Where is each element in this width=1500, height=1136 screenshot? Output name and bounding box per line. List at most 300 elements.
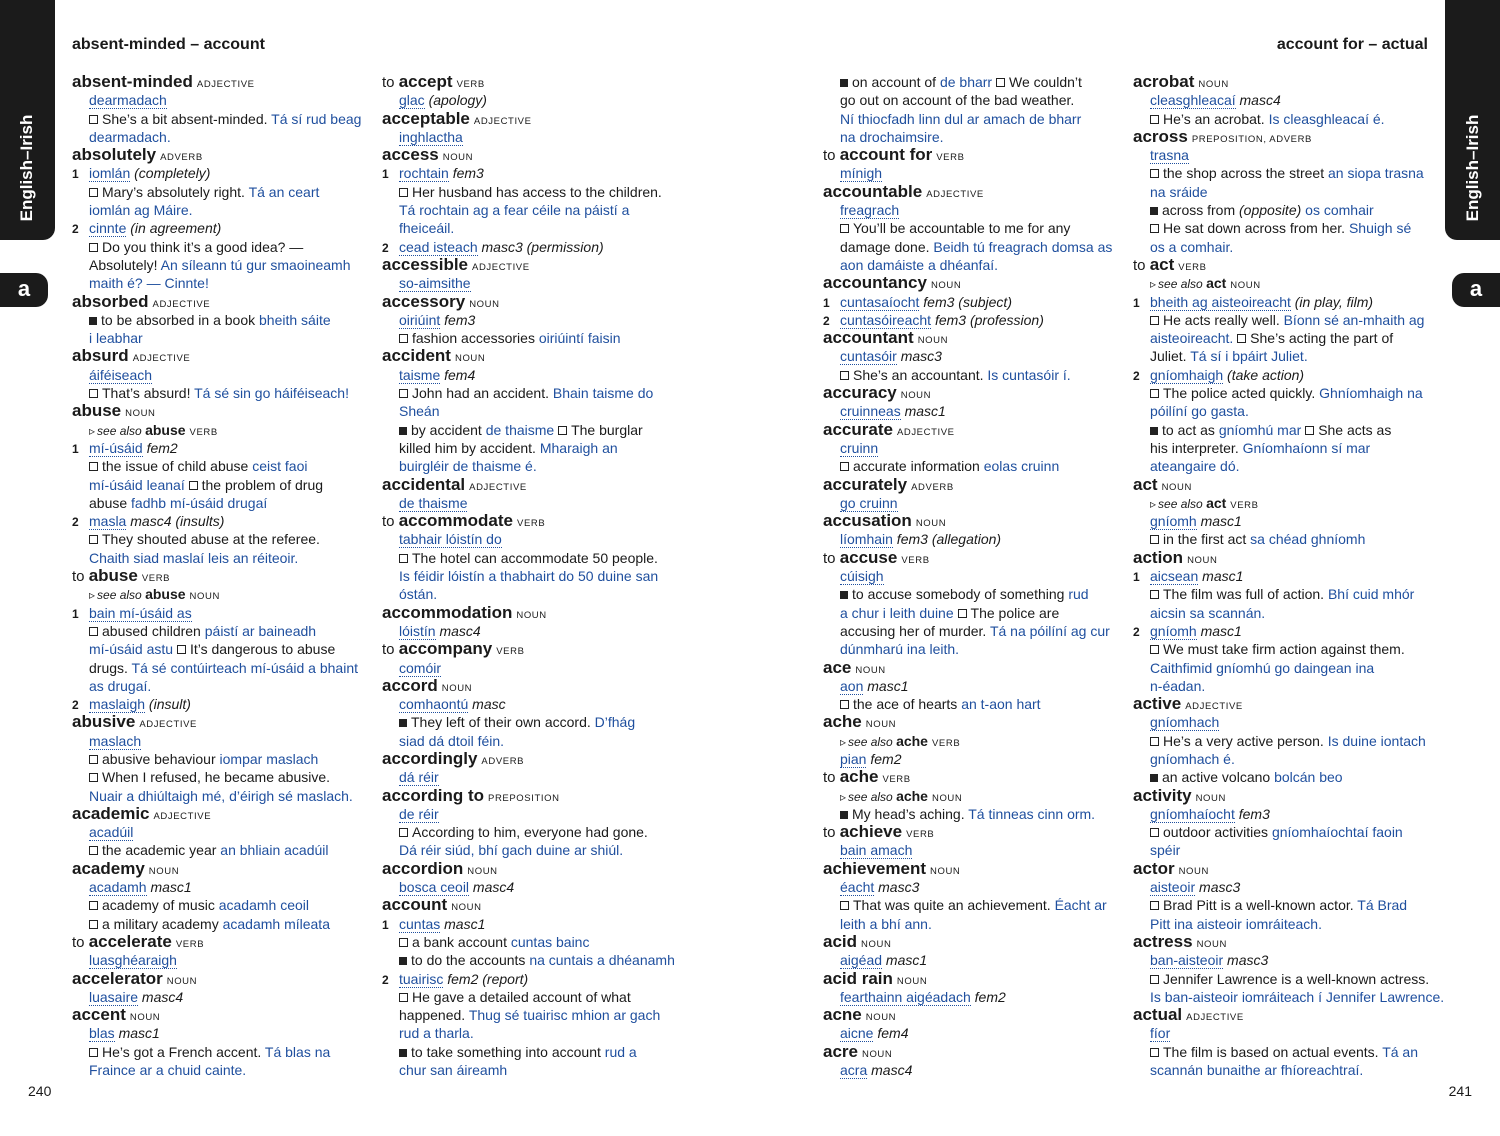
dictionary-line [1133, 201, 1433, 219]
sense-number: 1 [72, 441, 79, 456]
dictionary-line [72, 951, 372, 969]
part-of-speech: VERB [189, 426, 218, 438]
headword: according to [382, 785, 485, 805]
example-text: in the first act [1150, 531, 1250, 547]
translation: tabhair lóistín do [399, 531, 502, 548]
see-also: ▹ see also [89, 588, 145, 602]
dictionary-line [1133, 530, 1433, 548]
dictionary-line [72, 512, 372, 530]
phrase: by accident [399, 422, 486, 438]
part-of-speech: NOUN [861, 1048, 893, 1060]
example-text: John had an accident. [399, 385, 553, 401]
irish-text: iompar maslach [219, 750, 319, 767]
dictionary-line [1133, 110, 1433, 128]
irish-text: Mharaigh an [539, 439, 618, 456]
part-of-speech: PREPOSITION, ADVERB [1191, 133, 1312, 145]
part-of-speech: NOUN [1178, 865, 1209, 877]
dictionary-line [823, 878, 1123, 896]
dictionary-line [382, 384, 682, 402]
dictionary-line [1133, 768, 1433, 786]
part-of-speech: ADJECTIVE [469, 481, 527, 493]
translation: bosca ceoil [399, 879, 470, 896]
example-text: Mary’s absolutely right. [89, 184, 249, 200]
translation: glac [399, 92, 425, 109]
translation: tuairisc [399, 970, 444, 987]
dictionary-line [72, 238, 372, 256]
dictionary-line [1133, 494, 1433, 512]
irish-text: Is féidir lóistín a thabhairt do 50 duine san [399, 568, 659, 585]
example-text: It’s dangerous to abuse [177, 641, 335, 657]
part-of-speech: VERB [931, 737, 961, 749]
translation: bain mí-úsáid as [89, 604, 192, 621]
dictionary-line [72, 787, 372, 805]
dictionary-line [1133, 567, 1433, 585]
dictionary-line [1133, 841, 1433, 859]
dictionary-line [72, 91, 372, 109]
part-of-speech: NOUN [166, 975, 198, 987]
translation: blas [89, 1025, 115, 1042]
dictionary-entry-head [823, 146, 1123, 164]
translation: gníomhaigh [1150, 366, 1224, 383]
translation: cuntas [399, 915, 441, 932]
dictionary-line [72, 256, 372, 274]
part-of-speech: VERB [175, 938, 205, 950]
part-of-speech: NOUN [1187, 554, 1218, 566]
sense-number: 2 [72, 698, 79, 713]
sense-number: 2 [1133, 368, 1140, 383]
irish-text: Gníomhaíonn sí mar [1242, 439, 1371, 456]
example-text: That was quite an achievement. [840, 897, 1055, 913]
sense-number: 2 [382, 240, 389, 255]
example-text: Brad Pitt is a well-known actor. [1150, 897, 1357, 913]
to-prefix: to [72, 568, 89, 586]
dictionary-line [72, 274, 372, 292]
part-of-speech: VERB [517, 518, 546, 530]
headword: abusive [72, 712, 136, 732]
part-of-speech: VERB [936, 152, 965, 164]
dictionary-line [1133, 91, 1433, 109]
phrase: to take something into account [399, 1044, 605, 1060]
dictionary-entry-head [1133, 787, 1433, 805]
translation: inghlactha [399, 128, 463, 145]
translation: cuntasóireacht [840, 311, 932, 328]
dictionary-line [72, 988, 372, 1006]
dictionary-line [823, 164, 1123, 182]
dictionary-line [1133, 988, 1445, 1006]
irish-text: Sheán [399, 403, 440, 420]
irish-text: aicsin sa scannán. [1150, 604, 1266, 621]
dictionary-entry-head [823, 860, 1123, 878]
headword: accurate [823, 419, 893, 439]
dictionary-line [382, 622, 682, 640]
irish-text: na sráide [1150, 183, 1208, 200]
to-prefix: to [823, 549, 840, 567]
irish-text: as drugaí. [89, 677, 152, 694]
headword: accountant [823, 328, 914, 348]
dictionary-line [1133, 402, 1433, 420]
grammar-note: masc1 [1198, 568, 1244, 585]
example-text: The hotel can accommodate 50 people. [399, 550, 658, 566]
example-text: killed him by accident. [399, 439, 540, 456]
headword: acid [823, 931, 858, 951]
irish-text: an t-aon hart [961, 696, 1041, 713]
page-number-left: 240 [28, 1083, 52, 1099]
dictionary-entry-head [72, 1006, 372, 1024]
example-text: He’s got a French accent. [89, 1044, 265, 1060]
translation: aigéad [840, 952, 883, 969]
irish-text: Thug sé tuairisc mhion ar gach [468, 1007, 661, 1024]
irish-text: Is cuntasóir í. [987, 366, 1071, 383]
translation: taisme [399, 366, 441, 383]
sense-number: 1 [823, 295, 830, 310]
grammar-note: (opposite) [1239, 202, 1306, 219]
dictionary-line [1133, 732, 1433, 750]
translation: comóir [399, 659, 442, 676]
headword: action [1133, 547, 1184, 567]
dictionary-line [382, 439, 682, 457]
dictionary-entry-head [382, 640, 682, 658]
dictionary-line [823, 695, 1123, 713]
part-of-speech: NOUN [915, 518, 947, 530]
irish-text: sa chéad ghníomh [1250, 531, 1366, 548]
example-text: damage done. [840, 238, 934, 255]
dictionary-line [823, 732, 1123, 750]
irish-text: maith é? — Cinnte! [89, 275, 209, 292]
headword: accident [382, 346, 451, 366]
dictionary-line [72, 128, 372, 146]
translation: acra [840, 1062, 868, 1079]
grammar-note: masc3 [1223, 952, 1269, 969]
phrase: an active volcano [1150, 769, 1274, 785]
example-text: The film was full of action. [1150, 586, 1328, 602]
translation: cúisigh [840, 568, 884, 585]
dictionary-line [823, 73, 1123, 91]
grammar-note: fem2 [142, 439, 178, 456]
translation: luasghéaraigh [89, 952, 177, 969]
headword: acrobat [1133, 72, 1195, 91]
dictionary-line [1133, 677, 1433, 695]
dictionary-entry-head [382, 347, 682, 365]
headword: accountancy [823, 273, 927, 293]
example-text: outdoor activities [1150, 824, 1272, 840]
dictionary-line [72, 1061, 372, 1079]
dictionary-line [72, 366, 372, 384]
dictionary-entry-head [72, 860, 372, 878]
irish-text: ateangaire dó. [1150, 458, 1240, 475]
irish-text: rud a [604, 1043, 637, 1060]
part-of-speech: ADJECTIVE [473, 115, 532, 127]
translation: gníomhach [1150, 714, 1220, 731]
dictionary-line [382, 311, 682, 329]
irish-text: rud [1068, 586, 1089, 603]
example-text: They shouted abuse at the referee. [89, 531, 320, 547]
irish-text: Bíonn sé an-mhaith ag [1283, 311, 1425, 328]
dictionary-line [1133, 293, 1433, 311]
grammar-note: masc [468, 696, 506, 713]
grammar-note: fem3 [1234, 805, 1270, 822]
irish-text: Is ban-aisteoir iomráiteach í Jennifer Lawrence. [1150, 988, 1445, 1005]
irish-text: acadamh ceoil [218, 897, 309, 914]
dictionary-entry-head [1133, 256, 1433, 274]
dictionary-line [72, 659, 372, 677]
part-of-speech: NOUN [451, 902, 482, 914]
irish-text: Nuair a dhiúltaigh mé, d’éirigh sé maslach. [89, 787, 353, 804]
headword: ace [823, 657, 852, 677]
headword: acid rain [823, 968, 893, 988]
dictionary-line [1133, 1024, 1433, 1042]
dictionary-line [72, 677, 372, 695]
headword: actual [1133, 1005, 1183, 1025]
dictionary-line [823, 896, 1123, 914]
sense-number: 2 [72, 515, 79, 530]
irish-text: eolas cruinn [983, 458, 1060, 475]
dictionary-line [72, 421, 372, 439]
dictionary-line [1133, 1061, 1433, 1079]
headword: accommodate [398, 511, 514, 531]
part-of-speech: ADJECTIVE [139, 719, 197, 731]
grammar-note: masc1 [1196, 622, 1242, 639]
irish-text: Shuigh sé [1348, 220, 1412, 237]
irish-text: D’fhág [594, 714, 636, 731]
dictionary-line [1133, 274, 1433, 292]
translation: de thaisme [399, 494, 468, 511]
translation: ban-aisteoir [1150, 952, 1224, 969]
part-of-speech: VERB [141, 573, 171, 585]
irish-text: póilíní go gasta. [1150, 403, 1249, 420]
dictionary-line [72, 915, 372, 933]
dictionary-line [823, 128, 1123, 146]
dictionary-line [1133, 585, 1433, 603]
headword: ache [839, 767, 879, 787]
headword: achievement [823, 858, 926, 878]
to-prefix: to [72, 933, 89, 951]
dictionary-entry-head [382, 293, 682, 311]
headword: active [1133, 694, 1182, 714]
see-also: ▹ see also [840, 735, 896, 749]
translation: cuntasóir [840, 348, 897, 365]
example-text: That’s absurd! [89, 385, 194, 401]
grammar-note: masc4 [867, 1062, 913, 1079]
dictionary-entry-head [72, 805, 372, 823]
irish-text: aisteoireacht. [1150, 330, 1238, 347]
headword: absent-minded [72, 72, 193, 91]
dictionary-entry-head [72, 293, 372, 311]
part-of-speech: NOUN [900, 390, 932, 402]
dictionary-entry-head [823, 549, 1123, 567]
dictionary-line [1133, 421, 1433, 439]
dictionary-line [823, 293, 1123, 311]
example-text: the shop across the street [1150, 165, 1328, 181]
dictionary-entry-head [382, 512, 682, 530]
part-of-speech: NOUN [855, 664, 886, 676]
dictionary-entry-head [72, 567, 372, 585]
dictionary-entry-head [823, 1043, 1123, 1061]
dictionary-entry-head [382, 750, 682, 768]
dictionary-line [382, 1043, 682, 1061]
grammar-note: masc3 [896, 348, 942, 365]
dictionary-line [1133, 366, 1433, 384]
irish-text: Chaith siad maslaí leis an réiteoir. [89, 549, 299, 566]
irish-text: siad dá dtoil féin. [399, 732, 505, 749]
dictionary-column-1 [72, 73, 372, 1079]
phrase: to accuse somebody of something [840, 586, 1068, 602]
grammar-note: masc1 [882, 952, 928, 969]
translation: gníomh [1150, 513, 1197, 530]
sense-number: 1 [72, 606, 79, 621]
irish-text: gníomhú mar [1218, 421, 1306, 438]
translation: éacht [840, 879, 875, 896]
grammar-note: (completely) [130, 165, 211, 182]
irish-text: dúnmharú ina leith. [840, 641, 960, 658]
dictionary-line [382, 567, 682, 585]
irish-text: buirgléir de thaisme é. [399, 458, 537, 475]
dictionary-line [1133, 622, 1433, 640]
irish-text: acadamh míleata [222, 915, 330, 932]
headword: acne [823, 1005, 862, 1025]
translation: cruinn [840, 439, 879, 456]
dictionary-line [823, 677, 1123, 695]
translation: iomlán [89, 165, 131, 182]
part-of-speech: NOUN [931, 792, 963, 804]
cross-reference: ache [896, 732, 928, 749]
translation: gníomhaíocht [1150, 805, 1235, 822]
irish-text: an siopa trasna [1327, 165, 1424, 182]
dictionary-column-2 [382, 73, 682, 1079]
dictionary-line [1133, 219, 1433, 237]
dictionary-line [823, 915, 1123, 933]
dictionary-line [823, 494, 1123, 512]
grammar-note: masc1 [440, 915, 486, 932]
dictionary-column-4 [1133, 72, 1445, 1079]
example-text: a military academy [89, 916, 223, 932]
dictionary-line [823, 951, 1123, 969]
example-text: He sat down across from her. [1150, 220, 1349, 236]
example-text: accurate information [840, 458, 984, 474]
example-text: She’s an accountant. [840, 367, 987, 383]
irish-text: aon damáiste a dhéanfaí. [840, 256, 999, 273]
dictionary-line [382, 988, 682, 1006]
translation: masla [89, 513, 127, 530]
grammar-note: masc1 [146, 879, 192, 896]
translation: dá réir [399, 769, 439, 786]
dictionary-entry-head [823, 476, 1123, 494]
irish-text: páistí ar baineadh [204, 622, 317, 639]
translation: de réir [399, 805, 439, 822]
sense-number: 2 [72, 222, 79, 237]
part-of-speech: PREPOSITION [488, 792, 560, 804]
dictionary-line [382, 659, 682, 677]
dictionary-line [382, 970, 682, 988]
irish-text: Tá an [1382, 1043, 1419, 1060]
dictionary-line [72, 110, 372, 128]
grammar-note: masc3 [874, 879, 920, 896]
headword: abuse [88, 566, 138, 586]
dictionary-line [382, 805, 682, 823]
grammar-note: (in agreement) [126, 220, 222, 237]
example-text: Do you think it’s a good idea? — [89, 239, 303, 255]
irish-text: de thaisme [485, 421, 559, 438]
part-of-speech: ADJECTIVE [1185, 701, 1243, 713]
dictionary-line [823, 622, 1123, 640]
dictionary-line [823, 256, 1123, 274]
irish-text: chur san áireamh [399, 1062, 508, 1079]
example-text: The film is based on actual events. [1150, 1044, 1382, 1060]
dictionary-line [1133, 439, 1433, 457]
headword: absolutely [72, 145, 157, 165]
dictionary-line [382, 329, 682, 347]
example-text: accusing her of murder. [840, 622, 990, 639]
part-of-speech: VERB [1230, 499, 1259, 511]
grammar-note: (insult) [145, 696, 191, 713]
grammar-note: fem3 (subject) [919, 293, 1012, 310]
letter-tab-left: a [0, 273, 48, 307]
example-text: Jennifer Lawrence is a well-known actress. [1150, 971, 1429, 987]
translation: bain amach [840, 842, 913, 859]
dictionary-line [72, 311, 372, 329]
translation: oiriúint [399, 311, 441, 328]
headword: achieve [839, 822, 903, 842]
dictionary-entry-head [72, 146, 372, 164]
example-text: fashion accessories [399, 330, 539, 346]
dictionary-line [823, 457, 1123, 475]
part-of-speech: NOUN [467, 865, 498, 877]
dictionary-line [823, 110, 1123, 128]
irish-text: Tá sí i bpáirt Juliet. [1190, 348, 1308, 365]
running-head-left: absent-minded – account [72, 36, 265, 53]
dictionary-line [1133, 878, 1433, 896]
grammar-note: masc4 [469, 879, 515, 896]
dictionary-line [1133, 146, 1433, 164]
translation: aisteoir [1150, 879, 1196, 896]
headword: accommodation [382, 602, 513, 622]
dictionary-line [823, 750, 1123, 768]
headword: accord [382, 675, 438, 695]
dictionary-line [1133, 311, 1433, 329]
headword: accelerate [88, 931, 172, 951]
dictionary-line [382, 457, 682, 475]
dictionary-line [72, 329, 372, 347]
headword: account [382, 895, 448, 915]
dictionary-entry-head [1133, 933, 1433, 951]
part-of-speech: VERB [906, 829, 935, 841]
headword: accessible [382, 254, 469, 274]
headword: accurately [823, 474, 908, 494]
dictionary-line [72, 1024, 372, 1042]
part-of-speech: NOUN [441, 682, 473, 694]
translation: aicsean [1150, 568, 1199, 585]
part-of-speech: VERB [1178, 261, 1207, 273]
part-of-speech: NOUN [125, 408, 156, 420]
part-of-speech: NOUN [865, 719, 897, 731]
dictionary-line [72, 219, 372, 237]
dictionary-line [72, 164, 372, 182]
example-text: Her husband has access to the children. [399, 184, 662, 200]
irish-text: Tá na póilíní ag cur [989, 622, 1110, 639]
irish-text: iomlán ag Máire. [89, 202, 193, 219]
dictionary-line [823, 530, 1123, 548]
grammar-note: masc1 [114, 1025, 160, 1042]
grammar-note: masc1 [863, 677, 909, 694]
part-of-speech: ADJECTIVE [896, 426, 955, 438]
headword: academy [72, 858, 145, 878]
translation: rochtain [399, 165, 449, 182]
dictionary-entry-head [382, 604, 682, 622]
headword: actress [1133, 931, 1193, 951]
part-of-speech: ADJECTIVE [152, 298, 211, 310]
dictionary-line [823, 219, 1123, 237]
see-also: ▹ see also [89, 424, 145, 438]
see-also: ▹ see also [1150, 497, 1206, 511]
